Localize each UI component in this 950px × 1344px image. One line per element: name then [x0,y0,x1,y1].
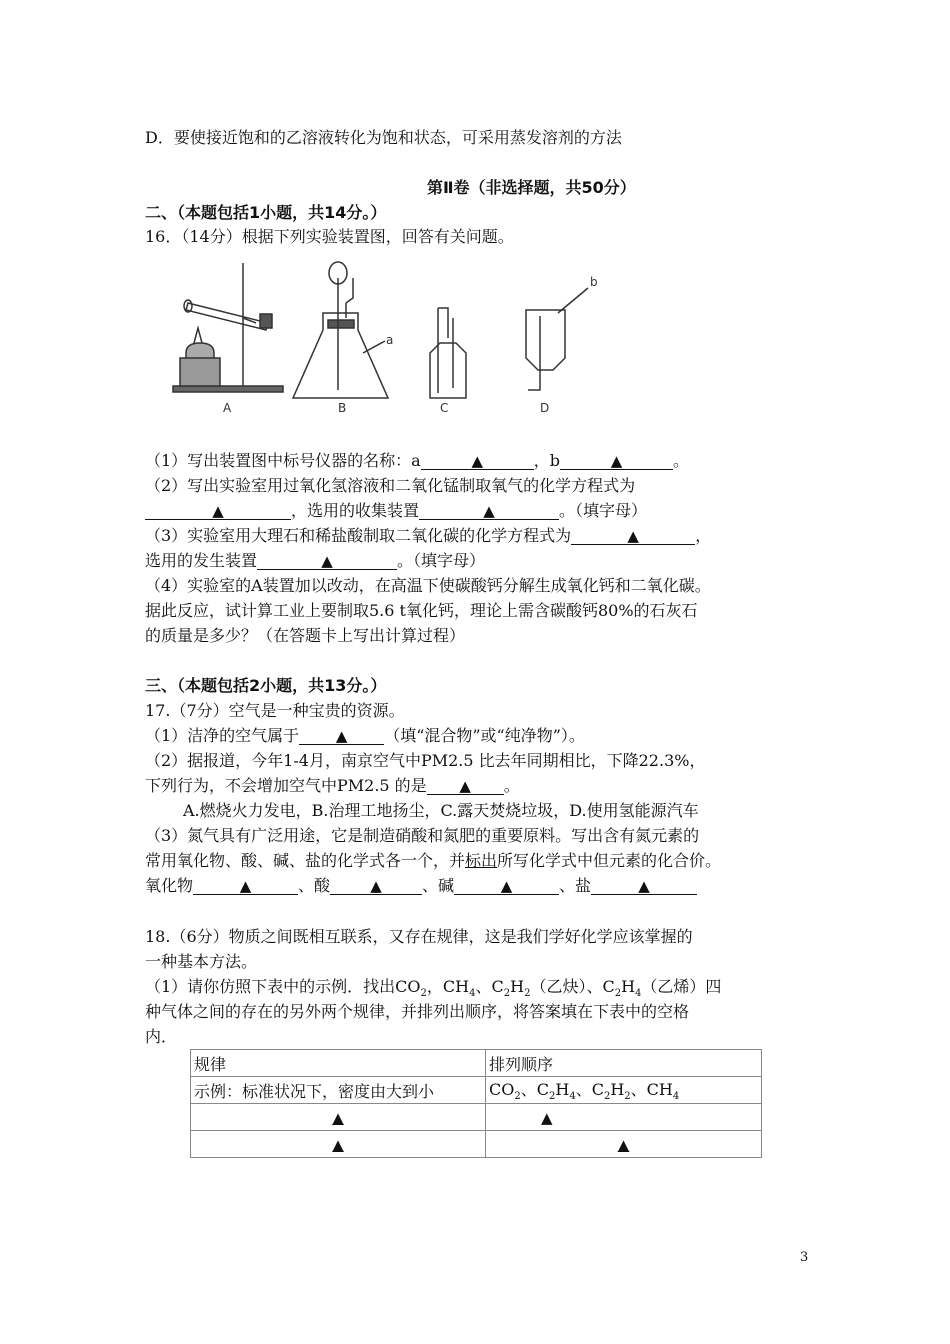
test-tube [186,303,268,330]
q17-part2-line2 [145,775,520,797]
gas-bottle [430,343,466,398]
sub-2: 2 [548,1091,556,1103]
answer-cell-order-2[interactable] [486,1131,762,1158]
label-C: C [440,401,449,415]
answer-blank-acid[interactable]: ▲ [330,875,422,895]
q16-part4-line2: 据此反应，试计算工业上要制取5.6 t氧化钙，理论上需含碳酸钙80%的石灰石 [145,601,698,620]
q18-text-a: （1）请你仿照下表中的示例．找出CO [145,977,421,996]
label-b: b [590,275,598,289]
sub-4: 4 [635,988,642,1000]
q18-text-d: H [510,977,525,996]
q16-part2-line1: （2）写出实验室用过氧化氢溶液和二氧化锰制取氧气的化学方程式为 [145,476,636,495]
sub-2: 2 [624,1091,631,1103]
answer-blank-co2-equation[interactable]: ▲ [571,525,695,545]
label-D: D [540,401,550,415]
triangle-mark: ▲ [332,1135,344,1154]
q17-part3-line2 [145,850,721,872]
q16-part3-line1 [145,525,711,547]
ex-h2: H [610,1080,625,1100]
label-a: a [386,333,394,347]
header-order: 排列顺序 [486,1050,762,1077]
lamp-flame [194,328,202,343]
answer-blank-salt[interactable]: ▲ [591,875,697,895]
oxide-label: 氧化物 [145,876,194,895]
q18-text-b: ，CH [426,977,470,996]
sub-4: 4 [569,1091,576,1103]
q17-part2-end: 。 [503,776,520,795]
q18-stem-line2: 一种基本方法。 [145,952,258,971]
answer-cell-rule-1[interactable] [191,1104,486,1131]
q16-part3-comma: ， [695,526,712,545]
q18-part1-line2: 种气体之间的存在的另外两个规律，并排列出顺序，将答案填在下表中的空格 [145,1002,690,1021]
ex-ch: 、CH [630,1080,673,1100]
sub-2: 2 [614,988,622,1000]
triangle-mark: ▲ [541,1108,553,1127]
page-number: 3 [800,1250,809,1265]
ex-co: CO [489,1080,515,1100]
sub-2: 2 [503,988,511,1000]
q16-part4-line1: （4）实验室的A装置加以改动，在高温下使碳酸钙分解生成氧化钙和二氧化碳。 [145,576,711,595]
q17-part1 [145,725,585,747]
ex-c2: 、C [575,1080,604,1100]
q17-part2-prefix: 下列行为，不会增加空气中PM2.5 的是 [145,776,427,795]
q16-part3-text: （3）实验室用大理石和稀盐酸制取二氧化碳的化学方程式为 [145,526,572,545]
table-row [191,1050,762,1077]
triangle-mark: ▲ [332,1108,344,1127]
stand-base [173,386,283,392]
salt-label: 、盐 [559,876,592,895]
sub-2: 2 [420,988,427,1000]
q17-part1-end: （填“混合物”或“纯净物”）。 [384,726,585,745]
answer-cell-order-1[interactable] [486,1104,762,1131]
label-A: A [223,401,232,415]
acid-label: 、酸 [298,876,331,895]
q17-part2-line1: （2）据报道，今年1-4月，南京空气中PM2.5 比去年同期相比，下降22.3%， [145,751,706,770]
q16-part1 [145,450,689,472]
label-B: B [338,401,347,415]
inverted-bottle [526,310,565,370]
q17-options: A.燃烧火力发电，B.治理工地扬尘，C.露天焚烧垃圾，D.使用氢能源汽车 [183,801,699,820]
q16-part1-prefix: （1）写出装置图中标号仪器的名称：a [145,451,421,470]
section-2-title: 二、（本题包括1小题，共14分。） [145,203,387,222]
q18-part1-line3: 内． [145,1027,178,1046]
header-rule: 规律 [191,1050,486,1077]
q16-part3-end: 。（填字母） [397,551,486,570]
q16-part2-line2 [145,500,647,522]
delivery-tube-d [528,316,540,390]
table-row [191,1077,762,1104]
stopper [260,314,272,328]
q16-part2-mid: ，选用的收集装置 [291,501,420,520]
q17-part3-underlined: 标出 [465,851,498,870]
flask-stopper [328,320,354,328]
delivery-tube-c [438,308,448,393]
lamp-block [180,358,220,386]
q16-part1-mid: ，b [533,451,560,470]
q16-part1-end: 。 [672,451,689,470]
answer-blank-pm25[interactable]: ▲ [427,775,504,795]
sub-2: 2 [524,988,531,1000]
answer-blank-o2-equation[interactable]: ▲ [145,500,291,520]
q17-part3-line1: （3）氮气具有广泛用途，它是制造硝酸和氮肥的重要原料。写出含有氮元素的 [145,826,700,845]
example-order [486,1077,762,1104]
q18-text-c: 、C [475,977,504,996]
sub-4: 4 [672,1091,680,1103]
q16-part2-end: 。（填字母） [559,501,648,520]
answer-blank-air[interactable]: ▲ [299,725,384,745]
apparatus-figure [148,258,610,418]
q17-part3-prefix: 常用氧化物、酸、碱、盐的化学式各一个，并 [145,851,466,870]
answer-blank-a[interactable]: ▲ [421,450,534,470]
q16-part3-prefix: 选用的发生装置 [145,551,258,570]
q16-part4-line3: 的质量是多少？（在答题卡上写出计算过程） [145,626,466,645]
answer-blank-collect[interactable]: ▲ [419,500,559,520]
part-2-title: 第Ⅱ卷（非选择题，共50分） [427,178,636,197]
q16-stem: 16．（14分）根据下列实验装置图，回答有关问题。 [145,227,514,246]
answer-cell-rule-2[interactable] [191,1131,486,1158]
sub-4: 4 [469,988,476,1000]
q18-text-g: （乙烯）四 [641,977,722,996]
base-label: 、碱 [422,876,455,895]
ex-h: H [555,1080,570,1100]
sub-2: 2 [603,1091,611,1103]
q16-part3-line2 [145,550,485,572]
option-d-text: D．要使接近饱和的乙溶液转化为饱和状态，可采用蒸发溶剂的方法 [145,128,622,147]
ex-c: 、C [520,1080,549,1100]
sub-2: 2 [514,1091,521,1103]
section-3-title: 三、（本题包括2小题，共13分。） [145,676,387,695]
triangle-mark: ▲ [617,1135,630,1154]
q17-part3-answers [145,875,697,897]
q18-text-e: （乙炔）、C [530,977,615,996]
table-row [191,1131,762,1158]
answer-blank-b[interactable]: ▲ [560,450,673,470]
label-b-line [558,288,588,313]
delivery-tube-b [346,278,353,318]
rule-table [190,1049,762,1158]
answer-blank-generator[interactable]: ▲ [257,550,397,570]
q17-part3-suffix: 所写化学式中但元素的化合价。 [497,851,722,870]
q17-stem: 17.（7分）空气是一种宝贵的资源。 [145,701,405,720]
table-row [191,1104,762,1131]
answer-blank-base[interactable]: ▲ [454,875,559,895]
q17-part1-prefix: （1）洁净的空气属于 [145,726,300,745]
example-rule: 示例：标准状况下，密度由大到小 [191,1077,486,1104]
q18-text-f: H [621,977,636,996]
q18-stem-line1: 18.（6分）物质之间既相互联系，又存在规律，这是我们学好化学应该掌握的 [145,927,693,946]
answer-blank-oxide[interactable]: ▲ [193,875,298,895]
